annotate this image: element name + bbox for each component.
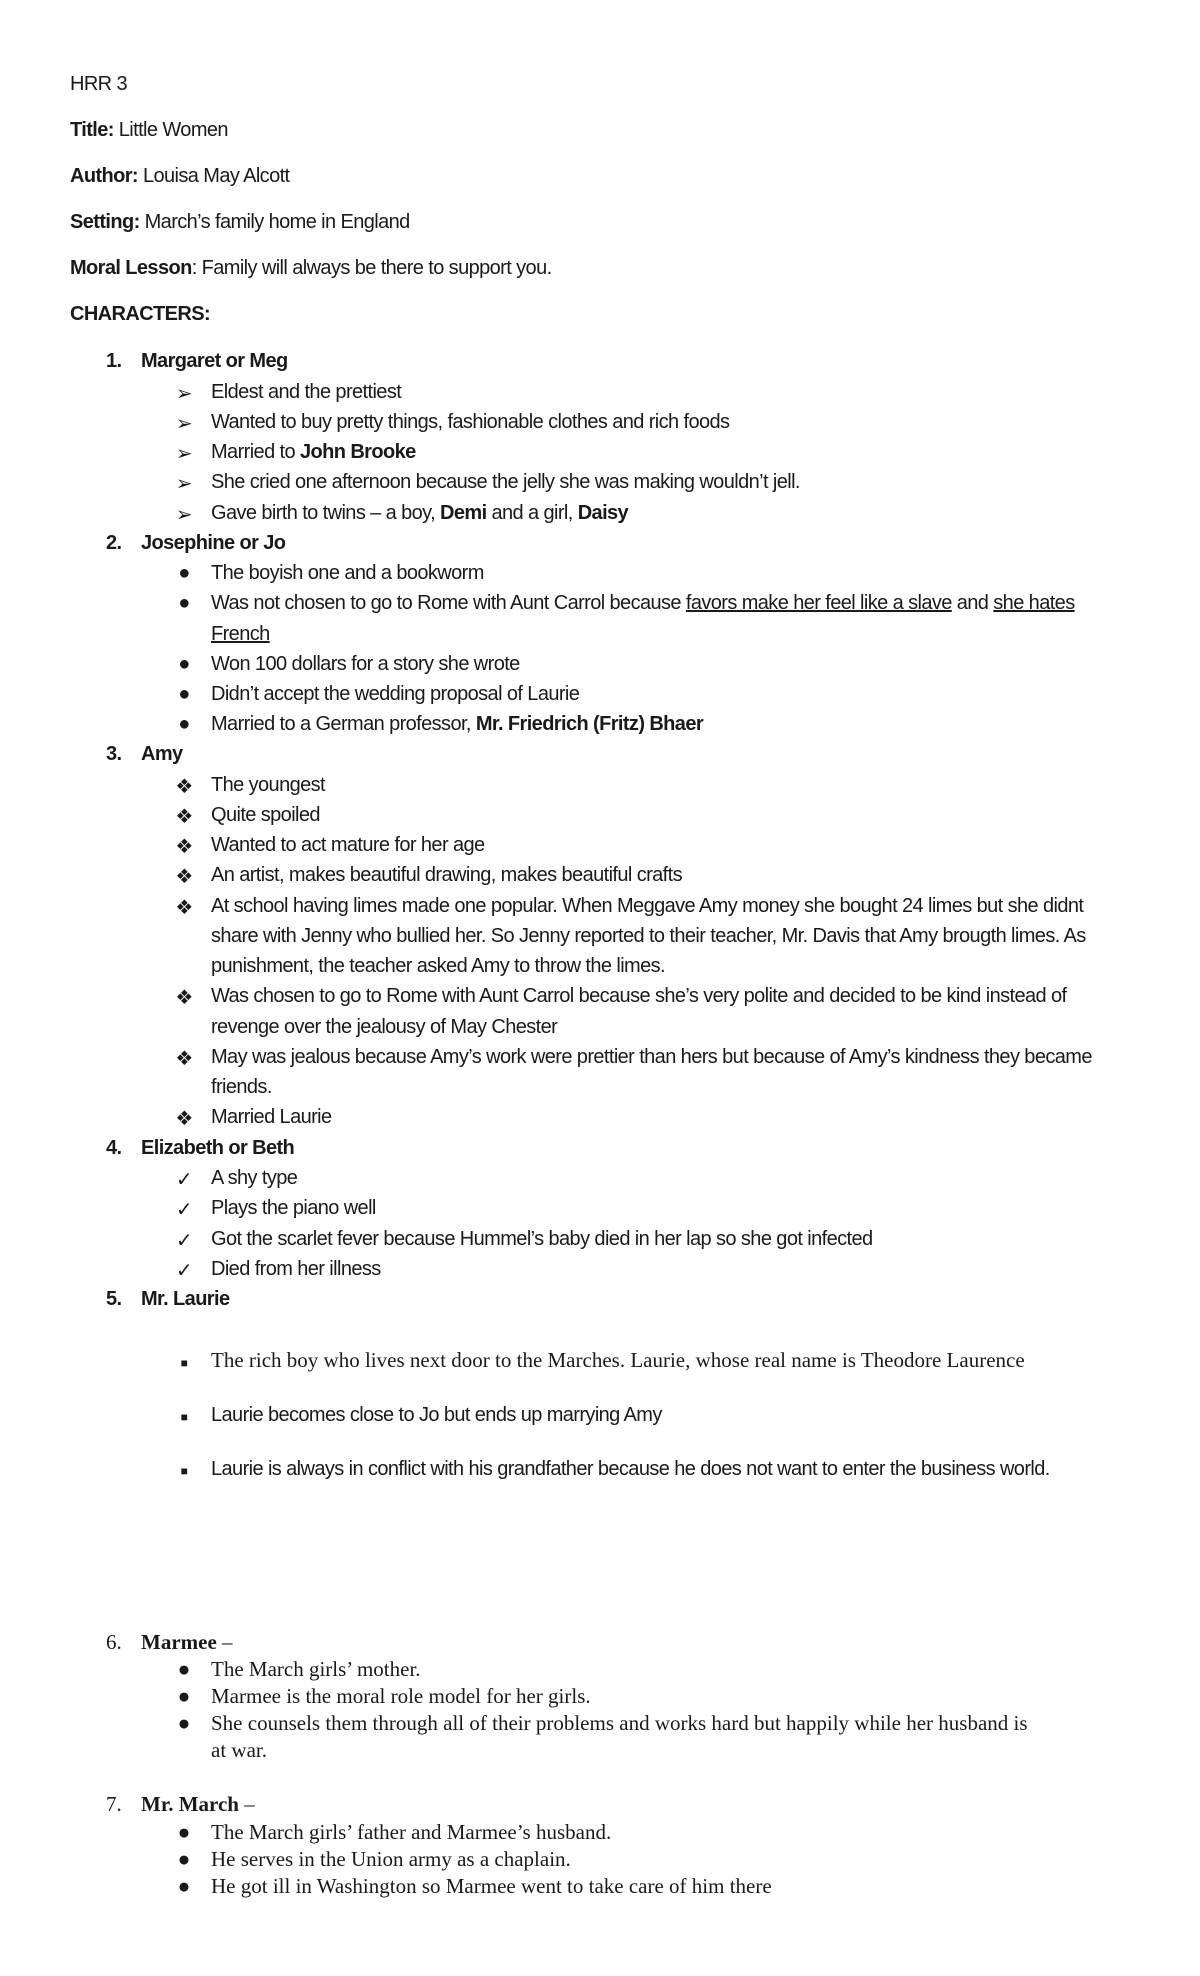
round-bullet-icon: ● [177,1847,191,1871]
setting-label: Setting: [70,211,140,233]
item-number: 7. [106,1792,122,1816]
diamond-bullet-icon: ❖ [175,866,193,888]
list-item-continued: friends. [211,1076,272,1098]
arrow-bullet-icon: ➢ [175,473,193,495]
diamond-bullet-icon: ❖ [175,897,193,919]
author-value: Louisa May Alcott [142,165,290,187]
round-bullet-icon: ● [178,683,190,705]
checkmark-bullet-icon: ✓ [175,1169,193,1191]
list-item: Was not chosen to go to Rome with Aunt Carrol because favors make her feel like a slave and she hates [211,592,1075,614]
list-item: The March girls’ mother. [211,1657,421,1681]
checkmark-bullet-icon: ✓ [175,1260,193,1282]
list-item: At school having limes made one popular. When Meggave Amy money she bought 24 limes but she didnt [211,895,1084,917]
list-item-continued: share with Jenny who bullied her. So Jenny reported to their teacher, Mr. Davis that Amy brougth limes. As [211,925,1086,947]
list-item: Quite spoiled [211,804,320,826]
square-bullet-icon: ■ [180,1356,188,1370]
item-number: 2. [106,532,122,554]
list-item: Won 100 dollars for a story she wrote [211,653,520,675]
list-item: He serves in the Union army as a chaplain. [211,1847,571,1871]
list-item: Wanted to act mature for her age [211,834,485,856]
diamond-bullet-icon: ❖ [175,776,193,798]
character-name: Margaret or Meg [141,350,288,372]
round-bullet-icon: ● [178,562,190,584]
round-bullet-icon: ● [178,713,190,735]
list-item-continued: punishment, the teacher asked Amy to throw the limes. [211,955,666,977]
list-item: Married to John Brooke [211,441,416,463]
square-bullet-icon: ■ [180,1464,188,1478]
character-heading: Mr. March – [141,1792,255,1816]
diamond-bullet-icon: ❖ [175,836,193,858]
list-item: Marmee is the moral role model for her girls. [211,1684,591,1708]
list-item: Didn’t accept the wedding proposal of Laurie [211,683,580,705]
arrow-bullet-icon: ➢ [175,413,193,435]
character-heading: Marmee – [141,1630,233,1654]
list-item: Gave birth to twins – a boy, Demi and a girl, Daisy [211,502,629,524]
character-name: Josephine or Jo [141,532,286,554]
square-bullet-icon: ■ [180,1410,188,1424]
arrow-bullet-icon: ➢ [175,443,193,465]
moral-label: Moral Lesson [70,257,192,279]
character-name: Amy [141,743,183,765]
list-item: He got ill in Washington so Marmee went to take care of him there [211,1874,772,1898]
item-number: 4. [106,1137,122,1159]
author-line [70,165,290,188]
list-item-continued: revenge over the jealousy of May Chester [211,1016,558,1038]
character-name: Elizabeth or Beth [141,1137,295,1159]
diamond-bullet-icon: ❖ [175,1108,193,1130]
list-item: Plays the piano well [211,1197,376,1219]
checkmark-bullet-icon: ✓ [175,1230,193,1252]
list-item: The youngest [211,774,325,796]
list-item: Was chosen to go to Rome with Aunt Carrol because she’s very polite and decided to be kind instead of [211,985,1067,1007]
title-line [70,119,228,142]
moral-line [70,257,552,280]
list-item: May was jealous because Amy’s work were prettier than hers but because of Amy’s kindness they became [211,1046,1092,1068]
item-number: 3. [106,743,122,765]
list-item: Died from her illness [211,1258,381,1280]
list-item: She cried one afternoon because the jelly she was making wouldn’t jell. [211,471,800,493]
list-item: Eldest and the prettiest [211,381,402,403]
item-number: 5. [106,1288,122,1310]
round-bullet-icon: ● [178,653,190,675]
setting-line [70,211,410,234]
character-name: Marmee [141,1630,217,1654]
list-item: Laurie becomes close to Jo but ends up marrying Amy [211,1404,662,1426]
list-item: Wanted to buy pretty things, fashionable clothes and rich foods [211,411,730,433]
list-item: Got the scarlet fever because Hummel’s baby died in her lap so she got infected [211,1228,873,1250]
list-item: The rich boy who lives next door to the Marches. Laurie, whose real name is Theodore Laurence [211,1348,1025,1372]
item-number: 6. [106,1630,122,1654]
list-item-continued: French [211,623,270,645]
list-item: She counsels them through all of their problems and works hard but happily while her husband is [211,1711,1028,1735]
list-item: The March girls’ father and Marmee’s husband. [211,1820,612,1844]
list-item: A shy type [211,1167,298,1189]
list-item: Married Laurie [211,1106,332,1128]
author-label: Author: [70,165,138,187]
round-bullet-icon: ● [177,1874,191,1898]
list-item: Married to a German professor, Mr. Friedrich (Fritz) Bhaer [211,713,704,735]
setting-value: March’s family home in England [144,211,410,233]
round-bullet-icon: ● [177,1684,191,1708]
characters-heading: CHARACTERS: [70,303,211,325]
character-name: Mr. March [141,1792,239,1816]
list-item-continued: at war. [211,1738,267,1762]
round-bullet-icon: ● [177,1711,191,1735]
checkmark-bullet-icon: ✓ [175,1199,193,1221]
round-bullet-icon: ● [177,1657,191,1681]
title-label: Title: [70,119,114,141]
list-item: Laurie is always in conflict with his grandfather because he does not want to enter the business world. [211,1458,1050,1480]
diamond-bullet-icon: ❖ [175,1048,193,1070]
character-name: Mr. Laurie [141,1288,230,1310]
list-item: The boyish one and a bookworm [211,562,484,584]
round-bullet-icon: ● [177,1820,191,1844]
item-number: 1. [106,350,122,372]
doc-header: HRR 3 [70,73,128,95]
diamond-bullet-icon: ❖ [175,987,193,1009]
moral-value: : Family will always be there to support you. [191,257,552,279]
arrow-bullet-icon: ➢ [175,504,193,526]
diamond-bullet-icon: ❖ [175,806,193,828]
round-bullet-icon: ● [178,592,190,614]
arrow-bullet-icon: ➢ [175,383,193,405]
title-value: Little Women [118,119,228,141]
list-item: An artist, makes beautiful drawing, makes beautiful crafts [211,864,682,886]
